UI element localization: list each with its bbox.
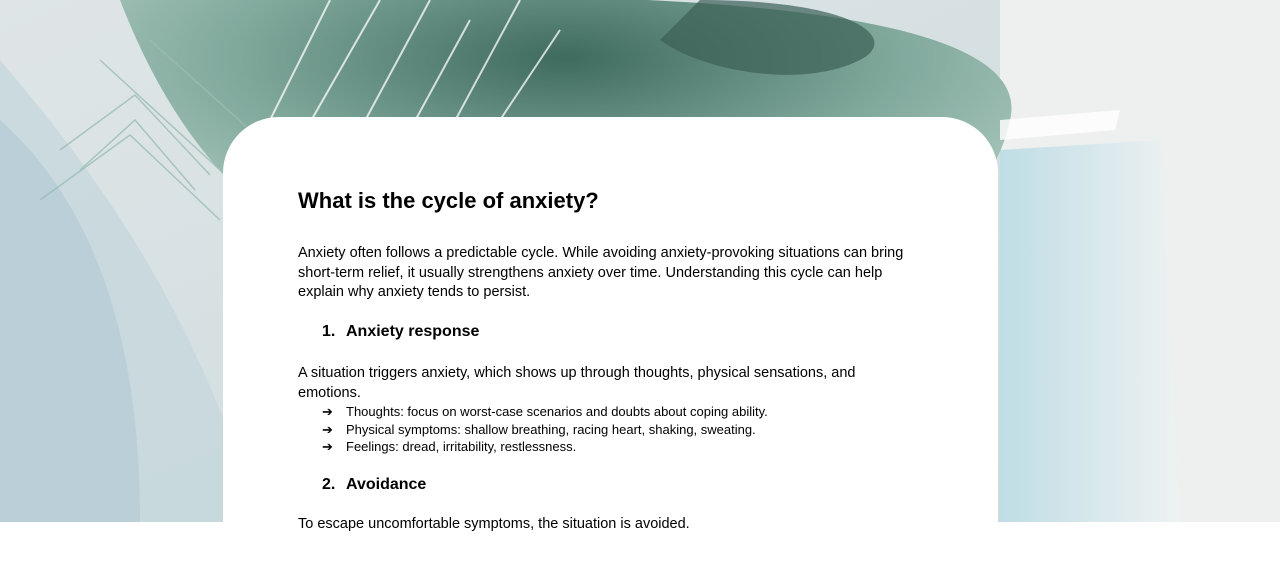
step-description: To escape uncomfortable symptoms, the situation is avoided. — [298, 516, 690, 532]
step-title: Avoidance — [346, 476, 427, 493]
right-arrow-icon: ➔ — [322, 439, 333, 454]
list-item-text: Physical symptoms: shallow breathing, racing heart, shaking, sweating. — [346, 421, 756, 437]
step-title: Anxiety response — [346, 323, 480, 340]
list-item-text: Feelings: dread, irritability, restlessness. — [346, 439, 577, 454]
list-item — [322, 421, 768, 439]
article-title: What is the cycle of anxiety? — [298, 188, 599, 213]
step-description: A situation triggers anxiety, which shows up through thoughts, physical sensations, and emotions. — [298, 365, 856, 401]
list-item — [322, 438, 768, 456]
step-number: 2. — [322, 476, 336, 493]
right-arrow-icon: ➔ — [322, 404, 333, 419]
right-arrow-icon: ➔ — [322, 421, 333, 437]
step-number: 1. — [322, 323, 336, 340]
intro-paragraph: Anxiety often follows a predictable cycle. While avoiding anxiety-provoking situations can bring short-term relief, it usually strengthens anxiety over time. Understanding this cycle can help explain why anxiety tends to persist. — [298, 245, 904, 300]
step-heading-avoidance — [322, 475, 426, 495]
list-item-text: Thoughts: focus on worst-case scenarios and doubts about coping ability. — [346, 404, 768, 419]
symptom-list — [322, 403, 768, 456]
list-item — [322, 403, 768, 421]
article-card — [223, 117, 998, 577]
step-heading-anxiety-response — [322, 322, 479, 342]
